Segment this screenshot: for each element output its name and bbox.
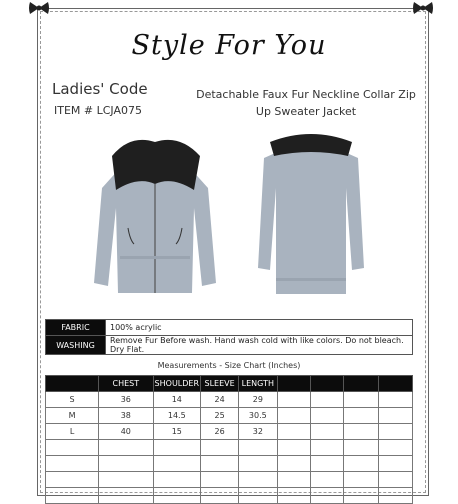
size-chart-cell [344,440,378,456]
size-chart-cell [99,488,153,504]
size-chart-cell [277,488,310,504]
bow-icon-left [28,0,50,16]
size-chart-cell [277,440,310,456]
size-chart-cell: 40 [99,424,153,440]
size-chart-cell [153,440,200,456]
size-chart-cell [344,392,378,408]
size-chart-cell [277,392,310,408]
size-chart-cell [46,456,99,472]
size-chart-cell [201,456,239,472]
size-chart-cell: 24 [201,392,239,408]
washing-label: WASHING [46,336,106,355]
size-chart-cell [99,472,153,488]
fabric-row [46,320,413,336]
size-chart-cell [239,456,277,472]
size-chart-row [46,408,413,424]
product-title-line2: Up Sweater Jacket [255,105,357,118]
code-label: Ladies' Code [52,80,148,98]
size-chart-header-cell [344,376,378,392]
jacket-front-image [90,128,220,300]
fabric-label: FABRIC [46,320,106,336]
size-chart-cell: 38 [99,408,153,424]
product-title [186,86,426,120]
size-chart-cell [153,456,200,472]
size-chart-cell [99,456,153,472]
size-chart-cell: L [46,424,99,440]
item-number: ITEM # LCJA075 [54,104,142,117]
size-chart-cell [310,472,343,488]
size-chart-cell [310,424,343,440]
size-chart-cell: 14.5 [153,408,200,424]
size-chart-table [45,375,413,504]
size-chart-header-cell: CHEST [99,376,153,392]
size-chart-cell [344,424,378,440]
product-title-line1: Detachable Faux Fur Neckline Collar Zip [196,88,416,101]
size-chart-cell [201,472,239,488]
bow-icon-right [412,0,434,16]
size-chart-cell [153,488,200,504]
size-chart-row [46,424,413,440]
size-chart-cell: M [46,408,99,424]
size-chart-cell [46,472,99,488]
size-chart-cell [277,424,310,440]
size-chart-header-cell [310,376,343,392]
size-chart-cell [201,488,239,504]
size-chart-cell [344,488,378,504]
size-chart-cell: 29 [239,392,277,408]
size-chart-cell: 25 [201,408,239,424]
size-chart-cell [310,456,343,472]
washing-row [46,336,413,355]
size-chart-cell [378,472,412,488]
size-chart-cell: 14 [153,392,200,408]
size-chart-cell: S [46,392,99,408]
size-chart-row [46,472,413,488]
size-chart-cell: 15 [153,424,200,440]
size-chart-cell [310,392,343,408]
size-chart-cell [310,408,343,424]
size-chart-header [46,376,413,392]
size-chart-cell [153,472,200,488]
size-chart-cell [378,408,412,424]
size-chart-header-cell: SHOULDER [153,376,200,392]
size-chart-cell [310,440,343,456]
size-chart-cell [310,488,343,504]
size-chart-cell [344,408,378,424]
brand-logo: Style For You [131,30,327,61]
size-chart-header-cell [46,376,99,392]
size-chart-cell [277,456,310,472]
size-chart-cell [378,424,412,440]
size-chart-cell [344,456,378,472]
size-chart-cell: 26 [201,424,239,440]
size-chart-row [46,456,413,472]
size-chart-cell [239,488,277,504]
size-chart-title: Measurements - Size Chart (Inches) [157,361,301,370]
size-chart-cell [46,488,99,504]
size-chart-cell [378,488,412,504]
size-chart-header-cell [378,376,412,392]
fabric-value: 100% acrylic [106,320,413,336]
size-chart-cell [378,440,412,456]
washing-value: Remove Fur Before wash. Hand wash cold with like colors. Do not bleach. Dry Flat. [106,336,413,355]
size-chart-cell [239,472,277,488]
size-chart-cell [277,472,310,488]
size-chart-row [46,392,413,408]
size-chart-cell [99,440,153,456]
size-chart-cell [46,440,99,456]
size-chart-cell: 36 [99,392,153,408]
size-chart-cell [277,408,310,424]
jacket-back-image [258,128,364,298]
size-chart-cell [378,392,412,408]
size-chart-cell [378,456,412,472]
size-chart-header-cell [277,376,310,392]
size-chart-cell [344,472,378,488]
size-chart-row [46,440,413,456]
size-chart-row [46,488,413,504]
size-chart-header-cell: SLEEVE [201,376,239,392]
size-chart-cell: 30.5 [239,408,277,424]
size-chart-cell [239,440,277,456]
size-chart-header-cell: LENGTH [239,376,277,392]
size-chart-cell [201,440,239,456]
spec-table [45,319,413,355]
size-chart-cell: 32 [239,424,277,440]
